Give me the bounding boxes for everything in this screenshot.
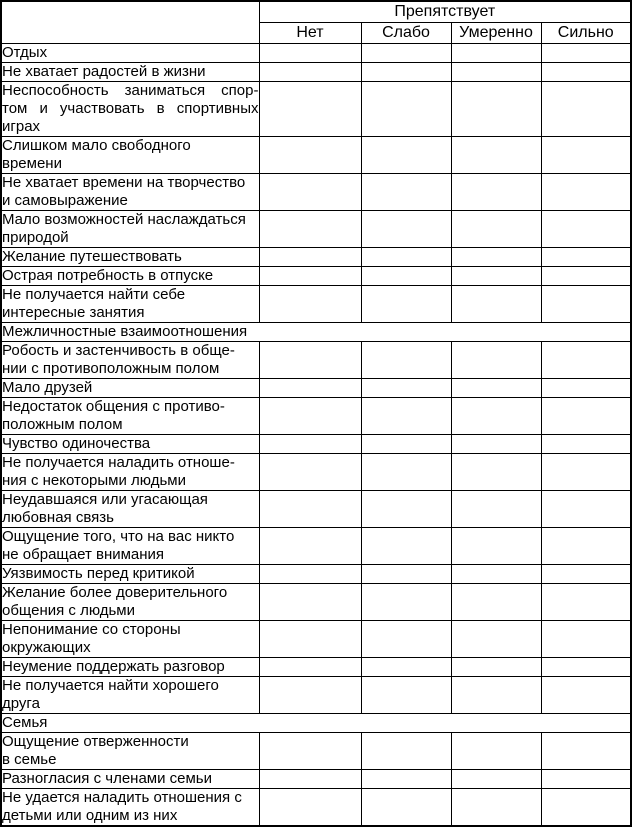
answer-cell[interactable]: [259, 174, 361, 211]
answer-cell[interactable]: [259, 789, 361, 827]
answer-cell[interactable]: [259, 733, 361, 770]
table-row: [1, 528, 631, 565]
answer-cell[interactable]: [361, 267, 451, 286]
label-line: Не удается наладить отношения с: [2, 789, 242, 806]
answer-cell[interactable]: [361, 789, 451, 827]
label-line: не обращает внимания: [2, 546, 165, 563]
answer-cell[interactable]: [361, 435, 451, 454]
item-label: [1, 286, 259, 323]
answer-cell[interactable]: [451, 770, 541, 789]
table-row: [1, 621, 631, 658]
answer-cell[interactable]: [259, 565, 361, 584]
answer-cell[interactable]: [541, 137, 631, 174]
item-label: [1, 770, 259, 789]
table-row: [1, 82, 631, 137]
label-line: детьми или одним из них: [2, 807, 178, 824]
table-row: [1, 44, 631, 63]
answer-cell[interactable]: [451, 491, 541, 528]
answer-cell[interactable]: [361, 286, 451, 323]
answer-cell[interactable]: [259, 491, 361, 528]
answer-cell[interactable]: [541, 63, 631, 82]
label-line: общения с людьми: [2, 602, 136, 619]
answer-cell[interactable]: [259, 342, 361, 379]
answer-cell[interactable]: [361, 44, 451, 63]
answer-cell[interactable]: [361, 584, 451, 621]
answer-cell[interactable]: [451, 267, 541, 286]
answer-cell[interactable]: [541, 435, 631, 454]
answer-cell[interactable]: [541, 528, 631, 565]
item-label: [1, 63, 259, 82]
answer-cell[interactable]: [361, 733, 451, 770]
answer-cell[interactable]: [259, 435, 361, 454]
answer-cell[interactable]: [361, 174, 451, 211]
answer-cell[interactable]: [541, 789, 631, 827]
item-label: [1, 584, 259, 621]
table-row: [1, 286, 631, 323]
answer-cell[interactable]: [541, 211, 631, 248]
label-line: окружающих: [2, 639, 91, 656]
answer-cell[interactable]: [451, 398, 541, 435]
table-body: [1, 44, 631, 827]
column-header-umerenno: Умеренно: [451, 23, 541, 44]
answer-cell[interactable]: [541, 621, 631, 658]
item-label: [1, 174, 259, 211]
label-line: Неспособность заниматься спор-: [2, 82, 259, 99]
answer-cell[interactable]: [451, 174, 541, 211]
answer-cell[interactable]: [259, 584, 361, 621]
item-label: [1, 565, 259, 584]
answer-cell[interactable]: [451, 63, 541, 82]
answer-cell[interactable]: [541, 677, 631, 714]
answer-cell[interactable]: [361, 82, 451, 137]
label-line: том и участвовать в спортивных: [2, 100, 259, 117]
table-row: [1, 565, 631, 584]
label-line: Отдых: [2, 44, 48, 61]
table-row: [1, 770, 631, 789]
label-line: Желание путешествовать: [2, 248, 182, 265]
table-row: [1, 733, 631, 770]
section-row: [1, 714, 631, 733]
label-line: друга: [2, 695, 40, 712]
answer-cell[interactable]: [451, 211, 541, 248]
column-header-silno: Сильно: [541, 23, 631, 44]
item-label: [1, 789, 259, 827]
table-row: [1, 63, 631, 82]
table-row: [1, 267, 631, 286]
answer-cell[interactable]: [259, 211, 361, 248]
label-line: ния с некоторыми людьми: [2, 472, 186, 489]
answer-cell[interactable]: [361, 565, 451, 584]
answer-cell[interactable]: [451, 677, 541, 714]
answer-cell[interactable]: [259, 621, 361, 658]
answer-cell[interactable]: [259, 82, 361, 137]
answer-cell[interactable]: [361, 454, 451, 491]
corner-cell: [1, 1, 259, 44]
section-row: [1, 323, 631, 342]
label-line: Семья: [2, 714, 48, 731]
table-row: [1, 491, 631, 528]
answer-cell[interactable]: [451, 379, 541, 398]
answer-cell[interactable]: [541, 398, 631, 435]
answer-cell[interactable]: [541, 584, 631, 621]
item-label: [1, 398, 259, 435]
answer-cell[interactable]: [361, 528, 451, 565]
answer-cell[interactable]: [259, 658, 361, 677]
answer-cell[interactable]: [259, 677, 361, 714]
table-row: [1, 137, 631, 174]
header-group-row: [1, 1, 631, 23]
table-row: [1, 342, 631, 379]
label-line: играх: [2, 118, 41, 135]
answer-cell[interactable]: [541, 342, 631, 379]
answer-cell[interactable]: [259, 770, 361, 789]
answer-cell[interactable]: [451, 435, 541, 454]
answer-cell[interactable]: [541, 379, 631, 398]
label-line: и самовыражение: [2, 192, 128, 209]
label-line: Мало возможностей наслаждаться: [2, 211, 246, 228]
table-row: [1, 379, 631, 398]
label-line: Острая потребность в отпуске: [2, 267, 214, 284]
label-line: Недостаток общения с противо-: [2, 398, 225, 415]
header-group-label: Препятствует: [259, 1, 631, 23]
item-label: [1, 454, 259, 491]
answer-cell[interactable]: [451, 658, 541, 677]
answer-cell[interactable]: [541, 565, 631, 584]
item-label: [1, 137, 259, 174]
item-label: [1, 528, 259, 565]
answer-cell[interactable]: [361, 398, 451, 435]
label-line: в семье: [2, 751, 57, 768]
answer-cell[interactable]: [361, 379, 451, 398]
label-line: Межличностные взаимоотношения: [2, 323, 248, 340]
answer-cell[interactable]: [541, 286, 631, 323]
answer-cell[interactable]: [541, 658, 631, 677]
label-line: Ощущение отверженности: [2, 733, 189, 750]
answer-cell[interactable]: [541, 248, 631, 267]
answer-cell[interactable]: [259, 286, 361, 323]
label-line: Уязвимость перед критикой: [2, 565, 195, 582]
section-label: [1, 714, 631, 733]
table-row: [1, 658, 631, 677]
answer-cell[interactable]: [259, 44, 361, 63]
column-header-slabo: Слабо: [361, 23, 451, 44]
label-line: Желание более доверительного: [2, 584, 228, 601]
answer-cell[interactable]: [451, 342, 541, 379]
label-line: нии с противоположным полом: [2, 360, 220, 377]
label-line: Не получается найти хорошего: [2, 677, 219, 694]
label-line: Неудавшаяся или угасающая: [2, 491, 208, 508]
item-label: [1, 677, 259, 714]
label-line: Неумение поддержать разговор: [2, 658, 225, 675]
table-row: [1, 454, 631, 491]
label-line: интересные занятия: [2, 304, 145, 321]
item-label: [1, 491, 259, 528]
label-line: Не получается наладить отноше-: [2, 454, 235, 471]
table-row: [1, 677, 631, 714]
label-line: Слишком мало свободного: [2, 137, 191, 154]
label-line: любовная связь: [2, 509, 114, 526]
item-label: [1, 211, 259, 248]
table-row: [1, 789, 631, 827]
answer-cell[interactable]: [361, 491, 451, 528]
label-line: Робость и застенчивость в обще-: [2, 342, 235, 359]
label-line: Мало друзей: [2, 379, 93, 396]
label-line: природой: [2, 229, 69, 246]
answer-cell[interactable]: [259, 454, 361, 491]
answer-cell[interactable]: [259, 379, 361, 398]
table-row: [1, 211, 631, 248]
label-line: времени: [2, 155, 62, 172]
label-line: Разногласия с членами семьи: [2, 770, 212, 787]
answer-cell[interactable]: [541, 267, 631, 286]
label-line: Ощущение того, что на вас никто: [2, 528, 235, 545]
item-label: [1, 267, 259, 286]
answer-cell[interactable]: [451, 584, 541, 621]
answer-cell[interactable]: [451, 286, 541, 323]
answer-cell[interactable]: [451, 565, 541, 584]
answer-cell[interactable]: [361, 658, 451, 677]
answer-cell[interactable]: [451, 248, 541, 267]
answer-cell[interactable]: [541, 454, 631, 491]
label-line: Не хватает времени на творчество: [2, 174, 246, 191]
answer-cell[interactable]: [361, 342, 451, 379]
answer-cell[interactable]: [259, 137, 361, 174]
answer-cell[interactable]: [259, 398, 361, 435]
item-label: [1, 435, 259, 454]
answer-cell[interactable]: [361, 621, 451, 658]
answer-cell[interactable]: [541, 770, 631, 789]
answer-cell[interactable]: [541, 44, 631, 63]
answer-cell[interactable]: [451, 44, 541, 63]
label-line: положным полом: [2, 416, 123, 433]
answer-cell[interactable]: [361, 677, 451, 714]
answer-cell[interactable]: [361, 770, 451, 789]
table-row: [1, 398, 631, 435]
item-label: [1, 82, 259, 137]
answer-cell[interactable]: [361, 211, 451, 248]
label-line: Непонимание со стороны: [2, 621, 181, 638]
table-row: [1, 174, 631, 211]
answer-cell[interactable]: [541, 82, 631, 137]
item-label: [1, 342, 259, 379]
answer-cell[interactable]: [259, 528, 361, 565]
answer-cell[interactable]: [451, 789, 541, 827]
table-row: [1, 435, 631, 454]
answer-cell[interactable]: [541, 491, 631, 528]
table-row: [1, 248, 631, 267]
table-row: [1, 584, 631, 621]
item-label: [1, 379, 259, 398]
answer-cell[interactable]: [541, 174, 631, 211]
answer-cell[interactable]: [361, 63, 451, 82]
answer-cell[interactable]: [451, 621, 541, 658]
answer-cell[interactable]: [259, 248, 361, 267]
answer-cell[interactable]: [451, 82, 541, 137]
answer-cell[interactable]: [451, 137, 541, 174]
item-label: [1, 621, 259, 658]
section-label: [1, 323, 631, 342]
item-label: [1, 248, 259, 267]
answer-cell[interactable]: [259, 267, 361, 286]
label-line: Не получается найти себе: [2, 286, 186, 303]
answer-cell[interactable]: [451, 528, 541, 565]
column-header-net: Нет: [259, 23, 361, 44]
item-label: [1, 44, 259, 63]
answer-cell[interactable]: [259, 63, 361, 82]
answer-cell[interactable]: [361, 248, 451, 267]
answer-cell[interactable]: [451, 454, 541, 491]
item-label: [1, 658, 259, 677]
answer-cell[interactable]: [451, 733, 541, 770]
item-label: [1, 733, 259, 770]
answer-cell[interactable]: [541, 733, 631, 770]
label-line: Чувство одиночества: [2, 435, 151, 452]
label-line: Не хватает радостей в жизни: [2, 63, 206, 80]
answer-cell[interactable]: [361, 137, 451, 174]
